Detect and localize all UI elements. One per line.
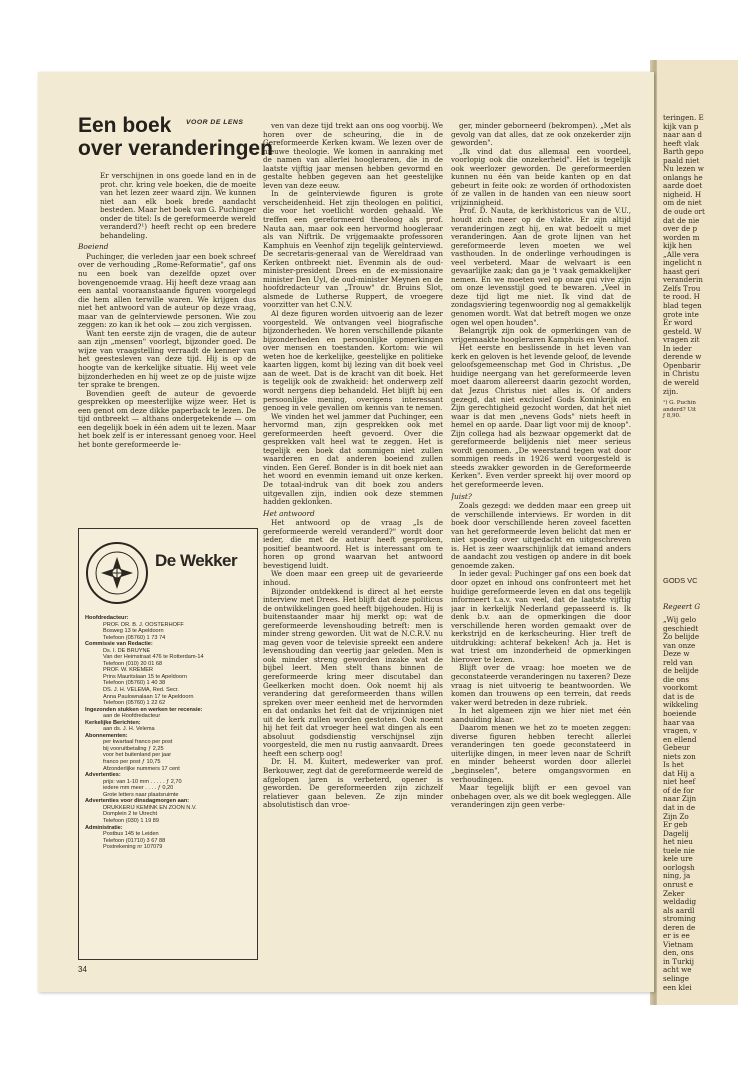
right-page-line: kele ure	[663, 854, 693, 864]
right-page-line: in Christu	[663, 369, 700, 379]
right-page-line: en ellend	[663, 734, 697, 744]
colophon-line: Telefoon (05760) 1 40 38	[103, 680, 166, 687]
subheading-het-antwoord: Het antwoord	[263, 508, 315, 518]
right-page-line: worden m	[663, 232, 700, 242]
right-page-line: reld van	[663, 657, 693, 667]
colophon-line: Postrekening nr 107079	[103, 844, 163, 851]
column-3-paragraphs-b	[451, 502, 631, 810]
colophon-line: PROF. DR. B. J. OOSTERHOFF	[103, 621, 184, 628]
right-page-line: om de niet	[663, 198, 702, 208]
paragraph: Het antwoord op de vraag „Is de gereformeerde wereld veranderd?" wordt door ieder, die met de auteur heeft gesproken, positief beantwoord. Het is interessant om te horen op grond waarvan het antwoord bevestigend luidt.	[263, 518, 443, 570]
right-page-line: de wereld	[663, 377, 700, 387]
article-column-3	[451, 122, 631, 982]
right-page-line: anderd? Uit	[663, 406, 697, 413]
right-page-line: dat in de	[663, 803, 696, 813]
colophon-line: Postbus 145 te Leiden	[103, 831, 159, 838]
right-page-line: boeiende	[663, 709, 697, 719]
right-page-line: vragen zit	[663, 335, 700, 345]
article-lead: Er verschijnen in ons goede land en in de prot. chr. kring vele boeken, die de moeite van het lezen zeer waard zijn. We kunnen niet aan elk boek brede aandacht besteden. Maar het boek van G. Puchinger onder de titel: Is de gereformeerde wereld veranderd?¹) heeft recht op een bredere behandeling.	[100, 172, 256, 240]
right-page-line: niet heef	[663, 777, 696, 787]
colophon-line: Anna Paulownalaan 17 te Apeldoorn	[103, 693, 194, 700]
paragraph: In het algemeen zijn we hier niet met één aanduiding klaar.	[451, 706, 631, 724]
column-2-paragraphs-a	[263, 122, 443, 507]
right-page-line: het nieu	[663, 837, 693, 847]
right-page-line: de oude ort	[663, 207, 705, 217]
colophon-line: Domplein 2 te Utrecht	[103, 811, 158, 818]
right-page-line: geschiedt	[663, 623, 699, 633]
right-page-line: als aardl	[663, 905, 695, 915]
colophon-line: aan de Hoofdredacteur	[103, 713, 161, 720]
column-3-paragraphs-a	[451, 122, 631, 490]
right-page-line: te rood. H	[663, 292, 700, 302]
paragraph: Belangrijk zijn ook de opmerkingen van de vrijgemaakte hoogleraren Kamphuis en Veenhof.	[451, 326, 631, 344]
colophon-label: Abonnementen:	[85, 732, 128, 739]
right-page-column-top	[663, 114, 705, 396]
paragraph: Al deze figuren worden uitvoerig aan de lezer voorgesteld. We ontvangen veel biografische bijzonderheden. We horen verschillende pikante bijzonderheden en persoonlijke opmerkingen over mensen en toestanden. Kortom: wie wil weten hoe de kerkelijke, geestelijke en politieke kaarten liggen, komt bij lezing van dit boek veel aan de weet. Dat is de kracht van dit boek. Het is tegelijk ook de zwakheid: het onderwerp zelf wordt nergens diep behandeld. Het blijft bij een persoonlijke mening, overigens interessant genoeg in vele gevallen om kennis van te nemen.	[263, 309, 443, 413]
right-page-line: dat Hij a	[663, 768, 695, 778]
right-page-line: Openbarir	[663, 360, 701, 370]
subheading-juist: Juist?	[451, 491, 472, 501]
right-page-line: of de for	[663, 785, 694, 795]
right-page-line: in Turkij	[663, 956, 694, 966]
colophon-line: franco per post ƒ 10,75	[103, 759, 161, 766]
right-page-line: acht we	[663, 965, 692, 975]
church-seal-icon	[85, 541, 149, 605]
right-page	[656, 60, 738, 1005]
newspaper-page	[38, 72, 654, 992]
right-page-line: een klei	[663, 982, 692, 992]
colophon-label: Hoofdredacteur:	[85, 615, 129, 621]
right-page-line: zijn.	[663, 386, 679, 396]
colophon-line: DS. J. H. VELEMA, Red. Secr.	[103, 687, 179, 694]
right-page-line: over de p	[663, 224, 698, 234]
right-page-line: Is het	[663, 760, 684, 770]
paragraph: Dr. H. M. Kuitert, medewerker van prof. Berkouwer, zegt dat de gereformeerde wereld de afgelopen jaren is verbeterd, opener is geworden. De gereformeerden zijn zichzelf relatiever gaan beleven. Ze zijn minder absolutistisch dan vroe-	[263, 757, 443, 810]
colophon-line: Bosweg 13 te Apeldoorn	[103, 628, 164, 635]
colophon-details	[85, 615, 251, 851]
right-page-line: dat de nie	[663, 215, 700, 225]
right-page-section-heading: GODS VC	[663, 576, 698, 585]
column-2-paragraphs-b	[263, 519, 443, 810]
right-page-subheading: Regeert G	[663, 602, 701, 611]
article-column-2	[263, 122, 443, 982]
right-page-line: deren de	[663, 922, 696, 932]
right-page-line: Zijn Zo	[663, 811, 689, 821]
paragraph: ger, minder geborneerd (bekrompen). „Met als gevolg van dat alles, dat ze ook onzekerder zijn geworden".	[451, 122, 631, 148]
colophon-line: Afzonderlijke nummers 17 cent	[103, 765, 180, 772]
colophon-label: Commissie van Redactie:	[85, 641, 153, 648]
colophon-line: Telefoon (010) 20 01 68	[103, 660, 163, 667]
right-page-line: stroming	[663, 914, 696, 924]
right-page-line: Dagelij	[663, 828, 689, 838]
right-page-line: haar vaa	[663, 717, 695, 727]
colophon-label: Advertenties voor dinsdagmorgen aan:	[85, 798, 190, 805]
right-page-line: selinge	[663, 973, 690, 983]
page-number: 34	[78, 965, 87, 974]
right-page-line: In ieder	[663, 343, 692, 353]
right-page-line: niets zon	[663, 751, 696, 761]
right-page-line: derende w	[663, 352, 702, 362]
colophon-line: DRUKKERIJ KEMINK EN ZOON N.V.	[103, 804, 197, 811]
right-page-line: er is ee	[663, 931, 690, 941]
right-page-line: van onze	[663, 640, 696, 650]
colophon-line: Telefoon (030) 1 19 89	[103, 817, 159, 824]
right-page-line: wikkeling	[663, 700, 699, 710]
colophon-line: bij vooruitbetaling ƒ 2,25	[103, 745, 164, 752]
paragraph: ven van deze tijd trekt aan ons oog voorbij. We horen over de scheuring, die in de Gereformeerde Kerken kwam. We lezen over de nieuwe theologie. We komen in aanraking met de namen van allerlei hoogleraren, die in de laatste vijftig jaar mensen hebben gevormd en gestalte hebben gegeven aan het geestelijke leven van deze eeuw.	[263, 122, 443, 190]
article-title-line-2: over veranderingen	[78, 137, 273, 160]
column-1-paragraphs	[78, 253, 256, 450]
right-page-line: Zo belijde	[663, 632, 700, 642]
right-page-line: heeft vlak	[663, 138, 699, 148]
right-page-line: veranderin	[663, 275, 703, 285]
right-page-line: Nu lezen w	[663, 164, 704, 174]
right-page-line: onrust e	[663, 879, 694, 889]
paragraph: In ieder geval: Puchinger gaf ons een boek dat door opzet en inhoud ons confronteert met het huidige gereformeerde leven en dat ons tegelijk informeert t.a.v. van veel, dat de laatste vijftig jaar in kerkelijk Nederland gepasseerd is. Ik denk b.v. aan de opmerkingen die door verschillende heren worden gemaakt over de kerkstrijd en de kerkscheuring. Hier treft de uitdrukking: achteraf bekeken! Ach ja. Het is wat triest om inzonderheid de opmerkingen hierover te lezen.	[451, 569, 631, 664]
right-page-line: Barth gepo	[663, 147, 704, 157]
right-page-line: die ons	[663, 674, 690, 684]
right-page-line: Zelfs Trou	[663, 283, 701, 293]
right-page-line: ning, ja	[663, 871, 691, 881]
right-page-line: „Wij gelo	[663, 615, 697, 624]
right-page-line: ¹) G. Puchin	[663, 400, 696, 406]
colophon-line: Grote letters naar plaatsruimte	[103, 791, 179, 798]
article-column-1	[78, 172, 256, 572]
right-page-line: vragen, v	[663, 726, 697, 736]
colophon-label: Administratie:	[85, 824, 123, 831]
right-page-line: oorlogsh	[663, 862, 695, 872]
de-wekker-masthead: De Wekker	[155, 551, 238, 570]
right-page-line: naar aan d	[663, 130, 703, 140]
paragraph: We doen maar een greep uit de gevarieerde inhoud.	[263, 569, 443, 587]
colophon-line: Telefoon (05760) 1 73 74	[103, 634, 166, 641]
paragraph: „Ik vind dat dus allemaal een voordeel, voorlopig ook die onzekerheid". Het is tegelijk ook weerlozer geworden. De gereformeerden kunnen nu één van beide kanten op en dat gebeurt in feite ook: ze worden óf orthodoxisten óf ze vallen in de handen van een nieuw soort vrijzinnigheid.	[451, 146, 631, 207]
right-page-line: voorkomt	[663, 683, 698, 693]
colophon-label: Kerkelijke Berichten:	[85, 719, 141, 726]
paragraph: In de geïnterviewde figuren is grote verscheidenheid. Het zijn theologen en politici, die voor het voetlicht worden gehaald. We treffen een gereformeerd theoloog als prof. Nauta aan, maar ook een hervormd hoogleraar als van Niftrik. De vrijgemaakte professoren Kamphuis en Veenhof zijn tegelijk geïnterviewd. De secretaris-generaal van de Wereldraad van Kerken ontbreekt niet. Evenmin als de oud-minister-president Drees en de ex-missionaire minister Den Uyl, de oud-minister Meynen en de hoofdredacteur van „Trouw" dr. Bruins Slot, alsmede de Lutherse Ruppert, de vroegere voorzitter van het C.N.V.	[263, 189, 443, 310]
right-page-line: Deze w	[663, 649, 690, 659]
paragraph: Maar tegelijk blijft er een gevoel van onbehagen over, als we dit boek wegleggen. Alle veranderingen zijn geen verbe-	[451, 783, 631, 810]
column-kicker: VOOR DE LENS	[186, 119, 244, 126]
right-page-line: blad tegen	[663, 301, 702, 311]
right-page-line: dat is de	[663, 691, 695, 701]
article-title-line-1: Een boek	[78, 114, 172, 137]
right-page-line: kijk van p	[663, 121, 699, 131]
right-page-line: teringen. E	[663, 113, 704, 122]
paragraph: Zoals gezegd: we dedden maar een greep uit de verschillende interviews. Er worden in dit boek door verschillende heren zoveel facetten van het gereformeerde leven belicht dat men er niet spoedig over uitgedacht en uitgeschreven is. Het is zeer waarschijnlijk dat iemand anders de aandacht zou vestigen op andere in dit boek genoemde zaken.	[451, 501, 631, 570]
right-page-line: grote inte	[663, 309, 699, 319]
right-page-line: Vietnam	[663, 939, 694, 949]
right-page-line: den, ons	[663, 948, 694, 958]
colophon-line: Telefoon (05760) 1 22 62	[103, 700, 166, 707]
subheading-boeiend: Boeiend	[78, 242, 109, 252]
colophon-line: per kwartaal franco per post	[103, 739, 173, 746]
right-page-line: gesteld. W	[663, 326, 702, 336]
right-page-line: ƒ 8,90.	[663, 413, 681, 420]
right-page-line: onlangs he	[663, 172, 703, 182]
right-page-footnote	[663, 400, 696, 420]
colophon-line: iedere mm meer . . . . ƒ 0,20	[103, 785, 174, 792]
colophon-line: aan ds. J. H. Velema	[103, 726, 155, 733]
right-page-line: Er word	[663, 318, 693, 328]
colophon-label: Advertenties:	[85, 772, 121, 779]
right-page-line: nigheid. H	[663, 189, 702, 199]
right-page-column-bottom	[663, 616, 699, 992]
right-page-line: Zeker	[663, 888, 685, 898]
colophon-line: Ds. I. DE BRUYNE	[103, 647, 151, 654]
de-wekker-colophon	[78, 528, 258, 960]
paragraph: Bovendien geeft de auteur de gevoerde gesprekken op meesterlijke wijze weer. Het is een genot om deze dikke paperback te lezen. De tijd ontbreekt — althans ondergetekende — om een degelijk boek in één adem uit te lezen. Maar het boek zelf is er interessant genoeg voor. Heel het bonte gereformeerde le-	[78, 388, 256, 449]
paragraph: Blijft over de vraag: hoe moeten we de geconstateerde veranderingen nu taxeren? Deze vraag is niet uitvoerig te beantwoorden. We komen dan trouwens op een terrein, dat reeds vaker werd betreden in deze rubriek.	[451, 663, 631, 707]
right-page-line: ingelicht n	[663, 258, 702, 268]
right-page-line: Gebeur	[663, 743, 690, 753]
right-page-line: de belijde	[663, 666, 699, 676]
colophon-line: Telefoon (01710) 3 67 88	[103, 837, 166, 844]
right-page-line: paald niet	[663, 155, 700, 165]
right-page-line: weldadig	[663, 897, 697, 907]
colophon-line: voor het buitenland per jaar	[103, 752, 172, 759]
right-page-line: tuele nie	[663, 845, 695, 855]
article-title	[78, 114, 273, 160]
paragraph: We vinden het wel jammer dat Puchinger, een hervormd man, zijn gesprekken ook met gereformeerden heeft gevoerd. Over die gesprekken valt heel wat te zeggen. Het is tegelijk een boek dat sommigen niet zullen waarderen en dat anderen boeiend zullen vinden. Een Geref. Bonder is in dit boek niet aan het woord en evenmin iemand uit onze kerken. De totaal-indruk van dit boek zou anders uitgevallen zijn, indien ook deze stemmen hadden geklonken.	[263, 411, 443, 507]
colophon-line: prijs: van 1-10 mm . . . . . ƒ 2,70	[103, 778, 182, 785]
colophon-label: Ingezonden stukken en werken ter recensie:	[85, 706, 203, 713]
colophon-line: PROF. W. KREMER	[103, 667, 154, 674]
right-page-line: kijk hen	[663, 241, 693, 251]
paragraph: Puchinger, die verleden jaar een boek schreef over de verhouding „Rome-Reformatie", gaf ons nu een boek van dezelfde opzet over bovengenoemde vraag. Hij heeft deze vraag aan een aantal vooraanstaande figuren voorgelegd die hem allen terwille waren. We krijgen dus niet het antwoord van de auteur op deze vraag, maar van de geïnterviewde personen. Wie zou zeggen: zo kan ik het ook — zou zich vergissen.	[78, 251, 256, 330]
colophon-line: Van der Heimstraat 476 te Rotterdam-14	[103, 654, 204, 661]
paragraph: Het eerste en beslissende in het leven van kerk en geloven is het levende geloof, de levende geloofsgemeenschap met God in Christus. „De huidige neergang van het gereformeerde leven moet daarom allereerst daarin gezocht worden, dat Jezus Christus niet alles is. Of anders gezegd, dat niet exclusief Gods Koninkrijk en Zijn gerechtigheid gezocht worden, dat het niet waar is dat men „nevens Gods" niets heeft in hemel en op aarde. Daar ligt voor mij de knoop". Zijn collega had als bezwaar opgemerkt dat de gereformeerde belijdenis niet meer serieus wordt genomen. „De weerstand tegen wat door sommigen reeds in 1926 werd voorgesteld is steeds zwakker geworden in de Gereformeerde Kerken". Even verder spreekt hij over moord op het gereformeerde leven.	[451, 343, 631, 489]
right-page-line: aarde doet	[663, 181, 703, 191]
paragraph: Prof. D. Nauta, de kerkhistoricus van de V.U., houdt zich meer op de vlakte. Er zijn altijd veranderingen zegt hij, en wat bedoelt u met veranderingen. Aan de grote lijnen van het gereformeerde leven moeten we wel vasthouden. In de onderlinge verhoudingen is veel verbeterd. Maar de welvaart is een gevaarlijke zaak; dan ga je 't vaak gemakkelijker nemen. En we moeten wel op onze qui vive zijn om onze levensstijl goed te bewaren. „Veel in deze tijd ligt me niet. Ik vind dat de zondagsviering tegenwoordig nog al gemakkelijk genomen wordt. Wat dat betreft mogen we onze ogen wel open houden".	[451, 206, 631, 327]
right-page-line: „Alle vera	[663, 249, 700, 259]
paragraph: Want ten eerste zijn de vragen, die de auteur aan zijn „mensen" voorlegt, bijzonder goed. De wijze van vraagstelling verraadt de kenner van het geestesleven van deze tijd. Hij is op de hoogte van de kerkelijke situatie. Hij weet vele bijzonderheden en hij weet ze op de juiste wijze ter sprake te brengen.	[78, 328, 256, 390]
right-page-line: Er geb	[663, 820, 688, 830]
paragraph: Daarom menen we het zo te moeten zeggen: diverse figuren hebben terecht allerlei veranderingen ten goede geconstateerd in uiterlijke dingen, in meer leven naar de Schrift en minder beheerst worden door allerlei „beginselen", betere omgangsvormen en verhoudingen.	[451, 723, 631, 784]
paragraph: Bijzonder ontdekkend is direct al het eerste interview met Drees. Het blijft dat deze politicus de ontwikkelingen goed heeft bijgehouden. Hij is buitenstaander maar hij merkt op: wat de gereformeerde levenshouding betreft: men is minder streng geworden. Uit wat de N.C.R.V. nu mag geven voor de televisie spreekt een andere levenshouding dan veertig jaar geleden. Men is ook minder streng geworden inzake wat de bijbel leert. Men stelt thans binnen de gereformeerde kring meer discutabel dan Geelkerken mocht doen. Ook noemt hij als verandering dat gereformeerden thans willen spreken over meer eenheid met de hervormden en dat ondanks het feit dat de vrijzinnigen niet uit de kerk zullen worden gestoten. Ook noemt hij het feit dat vroeger heel wat dingen als een absoluut godsdienstig verschijnsel zijn voorgesteld, die men nu rustig aanvaardt. Drees heeft een scherp oog!	[263, 586, 443, 758]
colophon-line: Prins Mauritslaan 15 te Apeldoorn	[103, 673, 187, 680]
right-page-line: naar Zijn	[663, 794, 697, 804]
right-page-line: haast geri	[663, 266, 700, 276]
